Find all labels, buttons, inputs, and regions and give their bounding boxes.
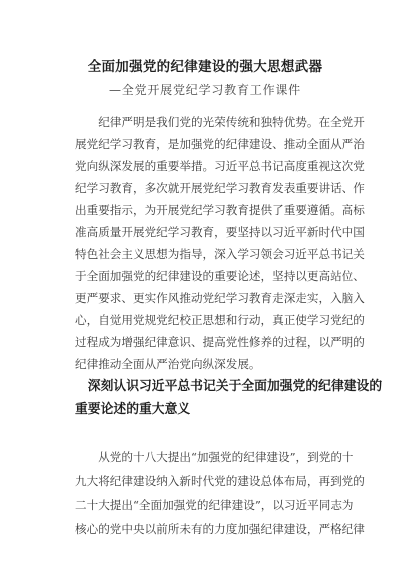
paragraph-line: 过程成为增强纪律意识、提高党性修养的过程，以严明的 [75, 335, 365, 349]
paragraph-line: 准高质量开展党纪学习教育，要坚持以习近平新时代中国 [75, 225, 365, 239]
paragraph-line: 核心的党中央以前所未有的力度加强纪律建设，严格纪律 [75, 522, 365, 536]
paragraph-line: 党向纵深发展的重要举措。习近平总书记高度重视这次党 [75, 159, 365, 173]
paragraph-line: 于全面加强党的纪律建设的重要论述，坚持以更高站位、 [75, 269, 365, 283]
paragraph-intro [75, 111, 365, 375]
paragraph-line: 纪律推动全面从严治党向纵深发展。 [75, 357, 261, 371]
paragraph-line: 从党的十八大提出“加强党的纪律建设”，到党的十 [98, 450, 354, 464]
section-heading [75, 375, 383, 421]
paragraph-line: 展党纪学习教育，是加强党的纪律建设、推动全面从严治 [75, 137, 365, 151]
paragraph-line: 纪学习教育，多次就开展党纪学习教育发表重要讲话、作 [75, 181, 365, 195]
paragraph-line: 特色社会主义思想为指导，深入学习领会习近平总书记关 [75, 247, 365, 261]
paragraph-line: 纪律严明是我们党的光荣传统和独特优势。在全党开 [98, 115, 365, 129]
document-title: 全面加强党的纪律建设的强大思想武器 [87, 59, 323, 75]
paragraph-line: 九大将纪律建设纳入新时代党的建设总体布局，再到党的 [75, 474, 365, 488]
paragraph-section1 [75, 445, 365, 541]
paragraph-line: 二十大提出“全面加强党的纪律建设”，以习近平同志为 [75, 498, 354, 512]
paragraph-line: 更严要求、更实作风推动党纪学习教育走深走实，入脑入 [75, 291, 365, 305]
paragraph-line: 出重要指示，为开展党纪学习教育提供了重要遵循。高标 [75, 203, 365, 217]
heading-line: 重要论述的重大意义 [75, 402, 191, 417]
document-subtitle: —全党开展党纪学习教育工作课件 [108, 83, 301, 97]
heading-line: 深刻认识习近平总书记关于全面加强党的纪律建设的 [87, 379, 383, 394]
paragraph-line: 心，自觉用党规党纪校正思想和行动，真正使学习党纪的 [75, 313, 365, 327]
